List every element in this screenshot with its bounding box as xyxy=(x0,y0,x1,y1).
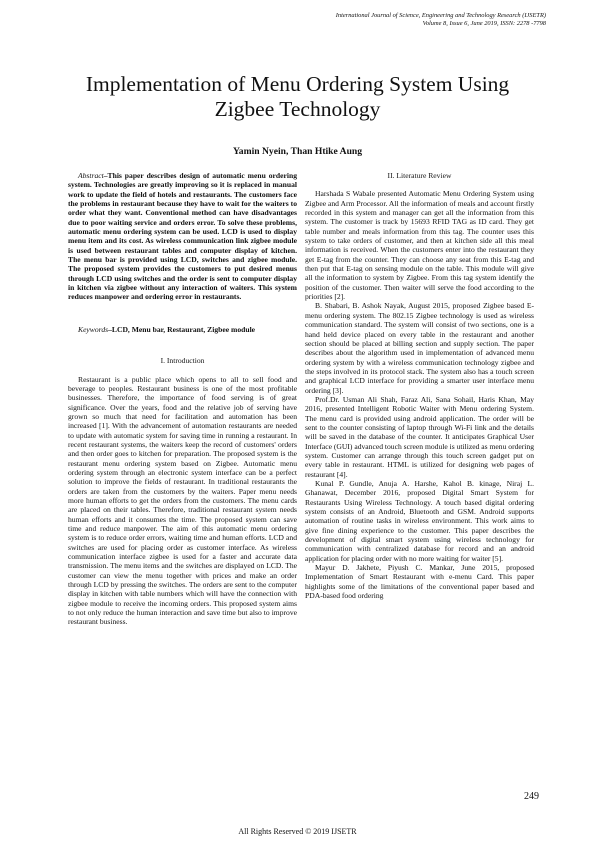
journal-name: International Journal of Science, Engineering and Technology Research (IJSETR) xyxy=(335,12,546,19)
journal-header xyxy=(126,12,546,28)
abstract-label: Abstract xyxy=(78,171,104,180)
page-number: 249 xyxy=(524,791,539,802)
title-line-2: Zigbee Technology xyxy=(214,97,381,121)
abstract xyxy=(68,171,297,302)
literature-paragraph: B. Shabari, B. Ashok Nayak, August 2015, proposed Zigbee based E-menu ordering system. The 802.15 Zigbee technology is used as wireless communication standard. The system will consist of two sections, one is a hand held device placed on every table in the restaurant and another section should be placed at billing section and supply section. The paper describes about the algorithm used in implementation of advanced menu ordering system by with a wireless communication technology zigbee and the steps involved in its protocol stack. The system also has a touch screen and graphical LCD interface for providing a smarter user interface menu ordering [3]. xyxy=(305,301,534,395)
abstract-text: –This paper describes design of automatic menu ordering system. Technologies are greatly improving so it is replaced in manual work to update the field of hotels and restaurants. The customers face the problems in restaurant because they have to wait for the waiters to order what they want. Conventional method can have disadvantages due to poor waiting service and orders error. To solve these problems, automatic menu ordering system can be used. LCD is used to display menu item and its cost. As wireless communication link zigbee module is used between restaurant tables and computer display of kitchen. The menu bar is provided using LCD, switches and zigbee module. The proposed system provides the customers to put desired menus through LCD using switches and the order is sent to computer display in kitchen via zigbee without any interaction of waiters. This system reduces manpower and ordering error in restaurants. xyxy=(68,171,297,302)
paper-title xyxy=(40,72,555,122)
section-heading-introduction: I. Introduction xyxy=(160,356,205,366)
literature-paragraph: Kunal P. Gundle, Anuja A. Harshe, Kahol B. kinage, Niraj L. Ghanawat, December 2016, proposed Digital Smart System for Restaurants Using Wireless Technology. A touch based digital ordering system consists of an Android, Bluetooth and GSM. Android supports automation of routine tasks in wireless environment. This work aims to give fine dining experience to the customer. This paper describes the development of digital smart system using wireless technology for communication with centralized database for record and an android application for placing order with no more waiting for waiter [5]. xyxy=(305,479,534,563)
title-line-1: Implementation of Menu Ordering System Using xyxy=(85,72,510,96)
keywords xyxy=(68,325,297,334)
keywords-label: Keywords xyxy=(78,324,109,334)
section-heading-literature-review: II. Literature Review xyxy=(387,171,452,180)
literature-paragraph: Prof.Dr. Usman Ali Shah, Faraz Ali, Sana Sohail, Haris Khan, May 2016, presented Intelligent Robotic Waiter with Menu ordering System. The menu card is provided using android application. The order will be sent to the counter consisting of laptop through Wi-Fi link and the details will be saved in the database of the counter. It anticipates Graphical User Interface (GUI) advanced touch screen module is utilized as menu ordering system. Customer can arrange through this touch screen gadget put on every table in restaurant. HTML is utilized for designing web pages of restaurant [4]. xyxy=(305,394,534,479)
literature-paragraph: Harshada S Wabale presented Automatic Menu Ordering System using Zigbee and Arm Processor. All the information of meals and account firstly recorded in this system and manager can get all the information from this system. The customer is track by 15693 RFID TAG as ID card. They get table number and meals information from this tag. The counter uses this system to take orders of customer, and then at kitchen side all this meal information is received. When the customers enter into the restaurant they get E-tag from the counter. They can choose any seat from this E-tag and then put that E-tag on sensing module on the table. This module will give all the information to system by Zigbee. From this tag system identify the position of the customer. Then waiter will serve the food according to the priorities [2]. xyxy=(305,189,534,302)
right-column xyxy=(305,171,534,600)
copyright-footer: All Rights Reserved © 2019 IJSETR xyxy=(238,827,357,836)
paper-authors: Yamin Nyein, Than Htike Aung xyxy=(232,146,363,157)
left-column xyxy=(68,171,297,627)
journal-volume: Volume 8, Issue 6, June 2019, ISSN: 2278 -7798 xyxy=(422,20,546,27)
keywords-text: –LCD, Menu bar, Restaurant, Zigbee module xyxy=(108,324,256,334)
literature-paragraph: Mayur D. Jakhete, Piyush C. Mankar, June 2015, proposed Implementation of Smart Restaurant with e-menu Card. This paper highlights some of the limitations of the conventional paper based and PDA-based food ordering xyxy=(305,563,534,601)
introduction-paragraph: Restaurant is a public place which opens to all to sell food and beverage to peoples. Restaurant business is one of the most profitable businesses. Therefore, the importance of food serving is of great significance. Over the years, food and the relative job of serving have grown so much that need for facilitation and automation has been increased [1]. With the advancement of automation restaurants are needed to update with automatic system for saving time in running a restaurant. In recent restaurant systems, the waiters keep the record of customers' orders and then order goes to kitchen for preparation. The proposed system is the restaurant menu ordering system based on Zigbee. Automatic menu ordering system through an electronic system interface can be a perfect solution to improve the fields of restaurant. In traditional restaurants the orders are taken from the customers by the waiters. Paper menu needs more human efforts to get the orders from the customers. The menu cards are placed on their tables. Therefore, traditional restaurant system needs human efforts and it consumes the time. The proposed system can save time and reduce manpower. The aim of this automatic menu ordering system is to reduce order errors, waiting time and human efforts. LCD and switches are used for placing order as customer interface. As wireless communication interface zigbee is used for a faster and accurate data transmission. The menu items and the switches are displayed on LCD. The customer can view the menu together with prices and make an order through LCD by pressing the switches. The orders are sent to the computer display in kitchen with table numbers which will have the connection with zigbee module to receive the incoming orders. This proposed system aims to not only reduce the human interaction and save time but also to improve restaurant business. xyxy=(68,374,297,627)
